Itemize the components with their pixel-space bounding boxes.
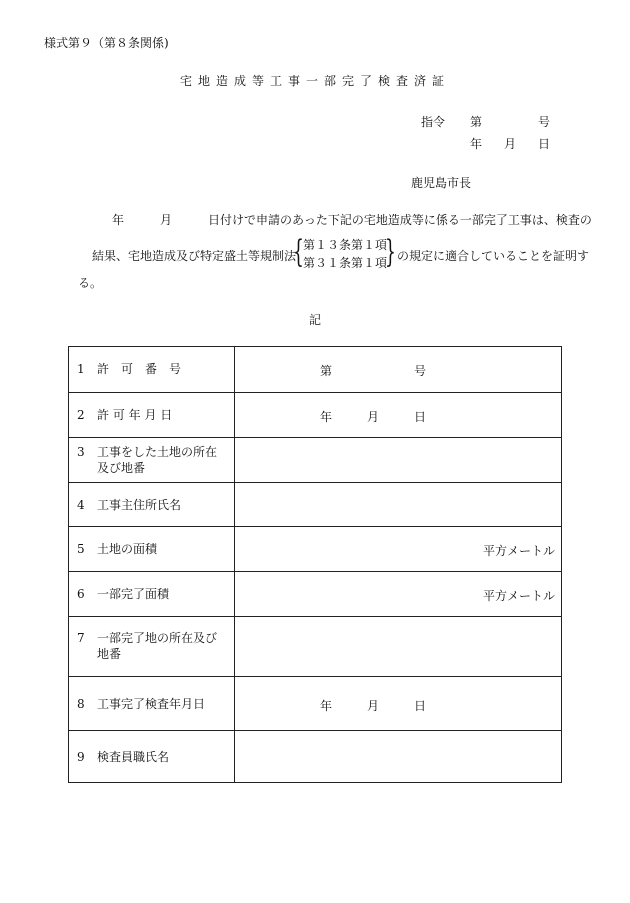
issue-date-year: 年	[470, 137, 483, 151]
row-label: 土地の面積	[97, 542, 158, 556]
row-label: 一部完了面積	[97, 587, 170, 601]
issue-date-month: 月	[504, 137, 517, 151]
article-2: 第３１条第１項	[303, 256, 388, 270]
area-unit: 平方メートル	[482, 544, 555, 558]
row-number: 2	[77, 408, 85, 422]
table-row	[69, 616, 561, 676]
row-number: 3	[77, 445, 85, 459]
details-table	[68, 346, 562, 783]
row-number: 6	[77, 587, 85, 601]
row-label: 許 可 番 号	[97, 362, 182, 376]
article-1: 第１３条第１項	[303, 238, 388, 252]
table-row	[69, 676, 561, 730]
order-label: 指令	[421, 115, 446, 129]
table-row	[69, 347, 561, 392]
document-title: 宅地造成等工事一部完了検査済証	[179, 74, 450, 88]
row-number: 8	[77, 697, 85, 711]
row-number: 4	[77, 498, 85, 512]
table-row	[69, 730, 561, 782]
right-brace-icon: }	[385, 234, 396, 270]
row-label: 工事をした土地の所在及び地番	[97, 445, 218, 475]
ki-heading: 記	[308, 313, 321, 327]
body-text-1: 日付けで申請のあった下記の宅地造成等に係る一部完了工事は、検査の	[208, 213, 592, 227]
row-label: 工事主住所氏名	[97, 498, 182, 512]
order-go: 号	[538, 115, 551, 129]
row-label: 一部完了地の所在及び地番	[97, 631, 218, 661]
row-number: 7	[77, 631, 85, 645]
permit-day: 日	[414, 410, 427, 424]
table-row	[69, 526, 561, 571]
order-dai: 第	[470, 115, 483, 129]
permit-year: 年	[320, 410, 333, 424]
row-label: 検査員職氏名	[97, 750, 170, 764]
table-row	[69, 437, 561, 482]
body-text-2a: 結果、宅地造成及び特定盛土等規制法	[92, 249, 297, 263]
table-row	[69, 482, 561, 526]
row-label: 工事完了検査年月日	[97, 697, 206, 711]
table-row	[69, 392, 561, 437]
permit-go: 号	[414, 364, 427, 378]
inspection-year: 年	[320, 699, 333, 713]
inspection-month: 月	[367, 699, 380, 713]
issue-date-day: 日	[538, 137, 551, 151]
row-label: 許 可 年 月 日	[97, 408, 173, 422]
row-number: 5	[77, 542, 85, 556]
inspection-day: 日	[414, 699, 427, 713]
row-number: 1	[77, 362, 85, 376]
left-brace-icon: {	[293, 234, 304, 270]
body-line-1	[112, 213, 592, 227]
partial-area-unit: 平方メートル	[482, 589, 555, 603]
row-number: 9	[77, 750, 85, 764]
permit-dai: 第	[320, 364, 333, 378]
body-year: 年	[112, 213, 125, 227]
issuer-name: 鹿児島市長	[411, 176, 472, 190]
body-text-2b: の規定に適合していることを証明す	[397, 249, 590, 263]
body-month: 月	[160, 213, 173, 227]
table-row	[69, 571, 561, 616]
form-number: 様式第９（第８条関係)	[44, 36, 169, 50]
permit-month: 月	[367, 410, 380, 424]
body-text-3: る。	[78, 276, 103, 290]
